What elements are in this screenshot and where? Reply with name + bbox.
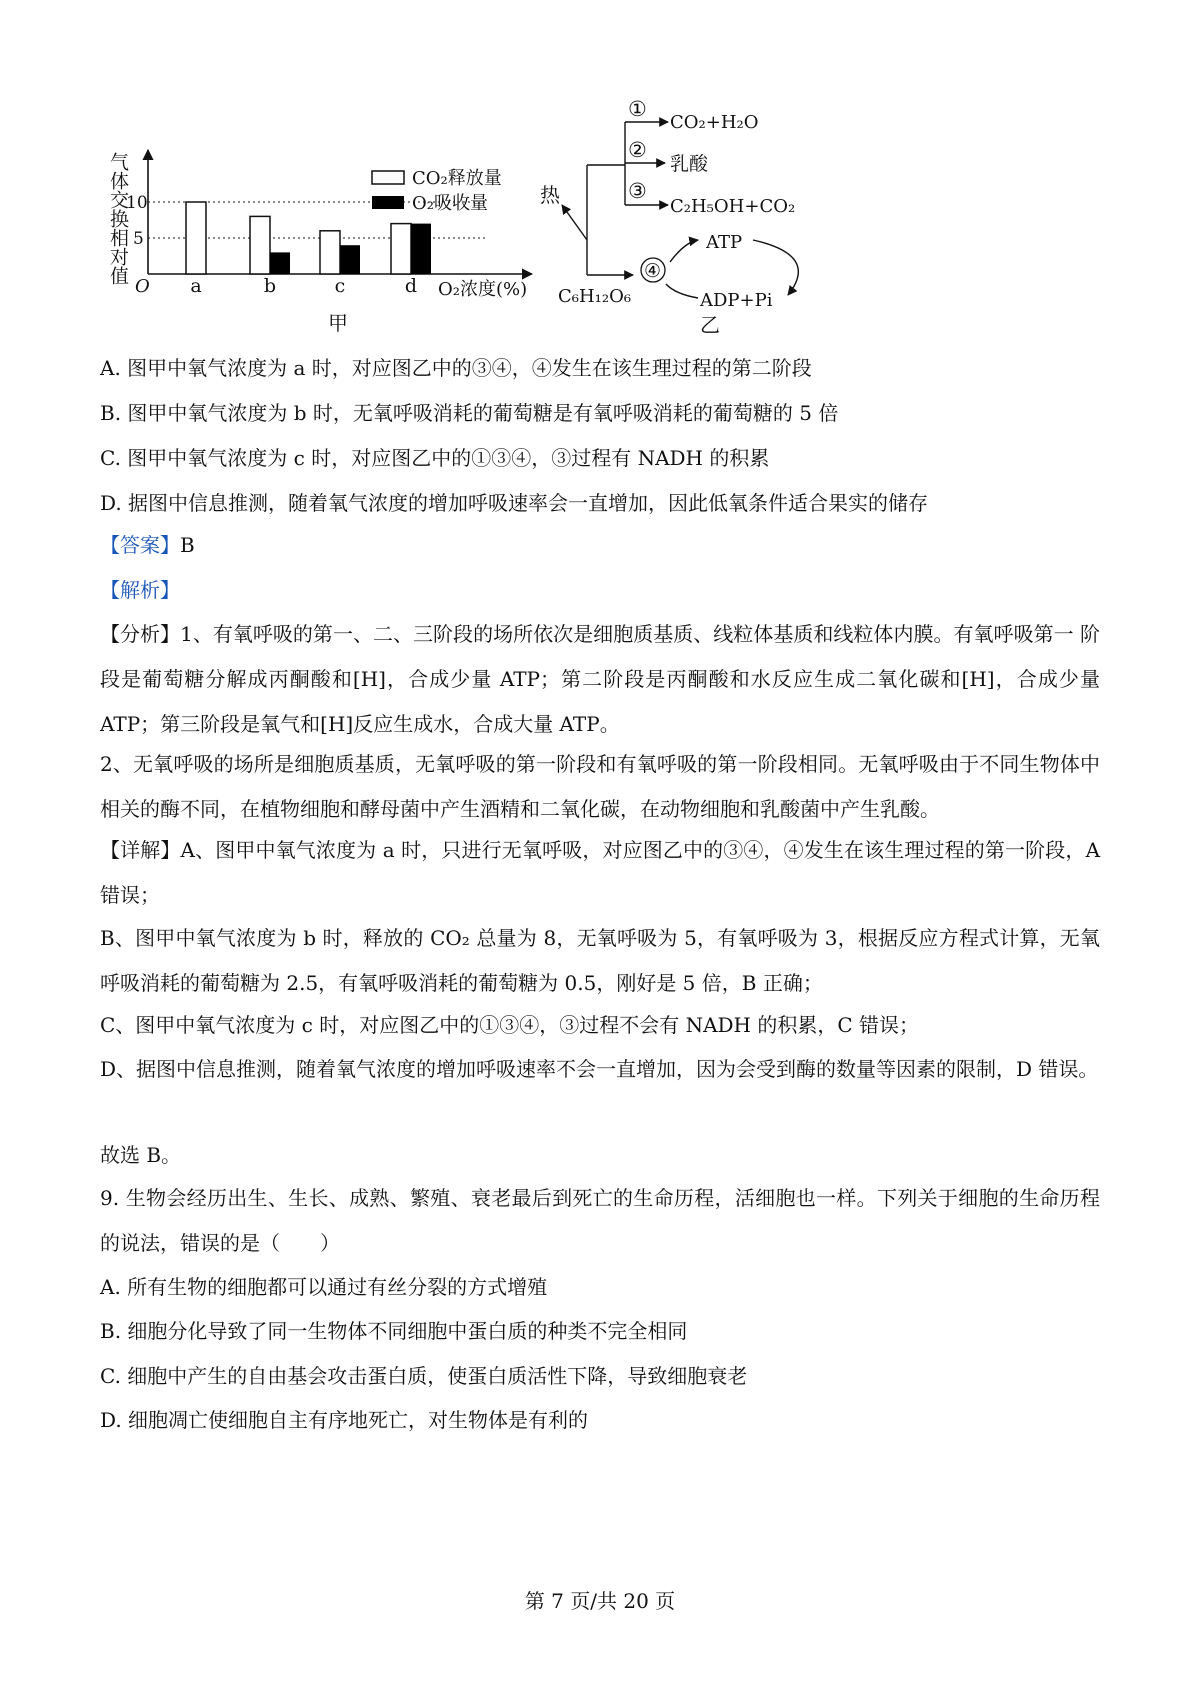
analysis-fenxi-tag: 【分析】 [100, 622, 181, 646]
answer-line [100, 530, 195, 560]
bar-chart-jia [107, 150, 532, 335]
q8-option-d: D. 据图中信息推测，随着氧气浓度的增加呼吸速率会一直增加，因此低氧条件适合果实的储存 [100, 491, 929, 515]
atp-label: ATP [706, 232, 743, 253]
bar-co2-d [391, 224, 411, 274]
analysis-heading [100, 575, 180, 605]
figures-svg [100, 90, 900, 380]
x-category-b: b [263, 275, 277, 297]
detail-paragraph-c: C、图甲中氧气浓度为 c 时，对应图乙中的①③④，③过程不会有 NADH 的积累，C 错误； [100, 1013, 920, 1037]
detail-a-text: A、图甲中氧气浓度为 a 时，只进行无氧呼吸，对应图乙中的③④，④发生在该生理过程的第一阶段，A 错误； [100, 838, 1101, 907]
legend-label-o2: O₂吸收量 [412, 193, 488, 214]
x-axis-label: O₂浓度(%) [438, 279, 528, 300]
y-axis-label: 气体交换相对值 [107, 152, 129, 285]
q9-option-b: B. 细胞分化导致了同一生物体不同细胞中蛋白质的种类不完全相同 [100, 1319, 688, 1343]
page-footer: 第 7 页/共 20 页 [524, 1589, 676, 1613]
analysis-paragraph-2: 2、无氧呼吸的场所是细胞质基质，无氧呼吸的第一阶段和有氧呼吸的第一阶段相同。无氧呼吸由于不同生物体中相关的酶不同，在植物细胞和酵母菌中产生酒精和二氧化碳，在动物细胞和乳酸菌中产生乳酸。 [100, 752, 1100, 821]
legend-swatch-co2 [372, 171, 404, 184]
answer-value: B [180, 533, 195, 557]
analysis-tag: 【解析】 [100, 578, 180, 602]
bar-co2-c [320, 231, 340, 274]
diagram-yi [540, 97, 798, 337]
analysis-p1-text: 1、有氧呼吸的第一、二、三阶段的场所依次是细胞质基质、线粒体基质和线粒体内膜。有氧呼吸第一 阶段是葡萄糖分解成丙酮酸和[H]，合成少量 ATP；第二阶段是丙酮酸和水反应生成二氧化碳和[H]，合成少量 ATP；第三阶段是氧气和[H]反应生成水，合成大量 ATP。 [100, 622, 1100, 736]
q9-stem: 9. 生物会经历出生、生长、成熟、繁殖、衰老最后到死亡的生命历程，活细胞也一样。下列关于细胞的生命历程的说法，错误的是（ ） [100, 1186, 1100, 1255]
bar-co2-b [250, 216, 270, 274]
bar-co2-a [186, 202, 206, 274]
figure-caption-yi: 乙 [700, 313, 720, 337]
adp-pi-label: ADP+Pi [700, 290, 773, 311]
q9-option-d: D. 细胞凋亡使细胞自主有序地死亡，对生物体是有利的 [100, 1408, 589, 1432]
atp-cycle-arrow-upper [670, 240, 698, 262]
q8-option-a: A. 图甲中氧气浓度为 a 时，对应图乙中的③④，④发生在该生理过程的第二阶段 [100, 356, 812, 380]
x-category-c: c [334, 275, 346, 297]
figure-caption-jia: 甲 [328, 311, 348, 335]
detail-paragraph-a [100, 828, 1100, 918]
detail-paragraph-d: D、据图中信息推测，随着氧气浓度的增加呼吸速率不会一直增加，因为会受到酶的数量等因素的限制，D 错误。 [100, 1057, 1099, 1081]
step-2-number: ② [628, 138, 647, 162]
q9-option-c: C. 细胞中产生的自由基会攻击蛋白质，使蛋白质活性下降，导致细胞衰老 [100, 1364, 748, 1388]
q9-option-a: A. 所有生物的细胞都可以通过有丝分裂的方式增殖 [100, 1275, 548, 1299]
heat-arrow [562, 205, 587, 240]
heat-label: 热 [540, 183, 560, 207]
answer-tag: 【答案】 [100, 533, 180, 557]
bar-o2-c [340, 245, 360, 274]
product-ethanol-co2: C₂H₅OH+CO₂ [670, 196, 796, 217]
step-4-number: ④ [644, 260, 662, 282]
x-category-d: d [404, 275, 418, 297]
origin-label: O [135, 276, 150, 297]
y-tick-5: 5 [133, 229, 144, 249]
q8-option-c: C. 图甲中氧气浓度为 c 时，对应图乙中的①③④，③过程有 NADH 的积累 [100, 446, 770, 470]
legend-swatch-o2 [372, 196, 404, 209]
atp-cycle-arrow-lower [666, 284, 698, 298]
product-co2-h2o: CO₂+H₂O [670, 112, 759, 133]
glucose-label: C₆H₁₂O₆ [558, 286, 632, 307]
figure-area [100, 90, 900, 380]
atp-cycle-arrow-right [753, 240, 798, 295]
y-tick-10: 10 [126, 193, 148, 213]
bar-o2-d [411, 224, 431, 274]
step-1-number: ① [628, 97, 647, 121]
bar-o2-b [270, 252, 290, 274]
product-lactic-acid: 乳酸 [670, 153, 709, 175]
legend-label-co2: CO₂释放量 [412, 168, 502, 189]
conclusion: 故选 B。 [100, 1143, 182, 1167]
analysis-paragraph-1 [100, 612, 1100, 747]
x-category-a: a [190, 275, 202, 297]
q8-option-b: B. 图甲中氧气浓度为 b 时，无氧呼吸消耗的葡萄糖是有氧呼吸消耗的葡萄糖的 5 倍 [100, 401, 839, 425]
step-3-number: ③ [628, 179, 647, 203]
detail-paragraph-b: B、图甲中氧气浓度为 b 时，释放的 CO₂ 总量为 8，无氧呼吸为 5，有氧呼吸为 3，根据反应方程式计算，无氧呼吸消耗的葡萄糖为 2.5，有氧呼吸消耗的葡萄糖为 0.5，刚好是 5 倍，B 正确； [100, 926, 1100, 995]
detail-tag: 【详解】 [100, 838, 181, 862]
